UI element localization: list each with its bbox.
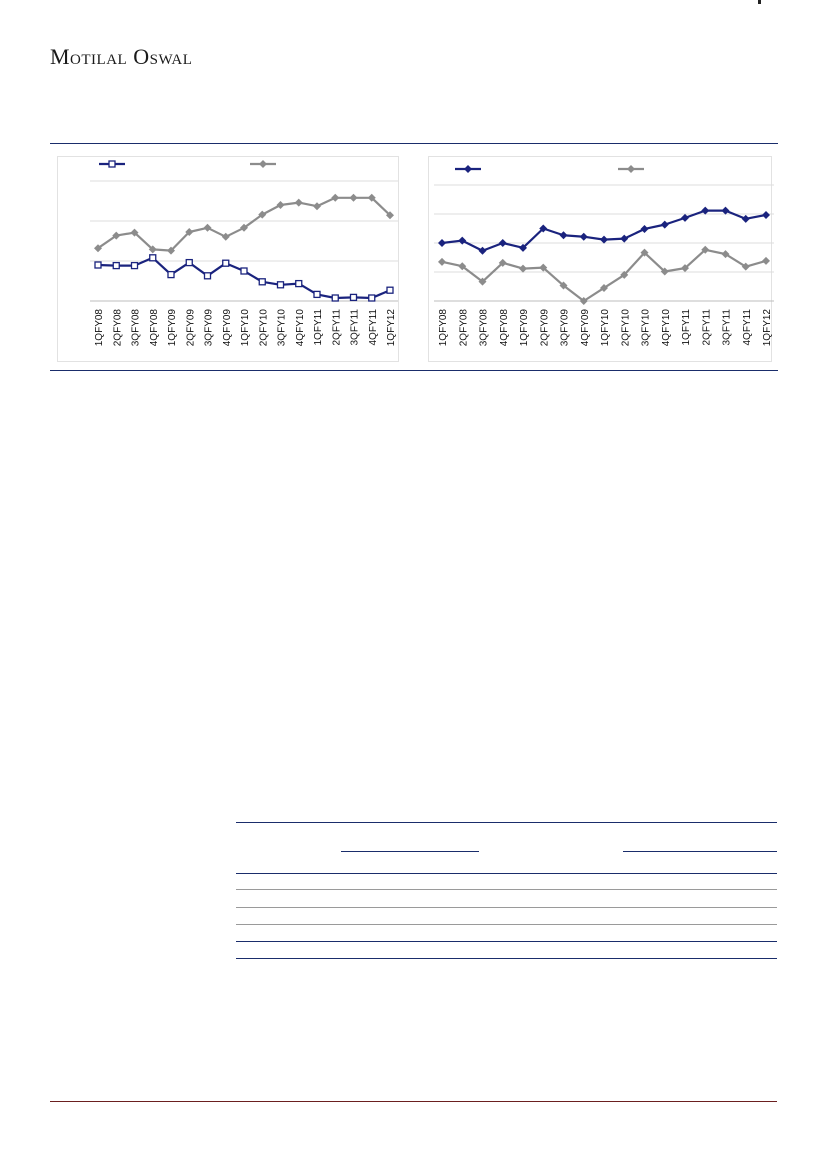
x-tick-label: 1QFY10 [600, 309, 611, 347]
brand-logo: Motilal Oswal [50, 44, 193, 69]
x-tick-label: 2QFY11 [701, 309, 713, 346]
x-tick-label: 4QFY10 [660, 309, 672, 347]
x-tick-label: 2QFY09 [185, 309, 197, 347]
x-tick-label: 3QFY09 [559, 309, 571, 347]
legend-marker-2 [259, 160, 267, 168]
x-tick-label: 3QFY11 [721, 309, 733, 346]
series-1-point-10 [259, 279, 265, 285]
series-1-point-11 [278, 282, 284, 288]
x-tick-label: 4QFY08 [148, 309, 160, 347]
x-tick-label: 4QFY09 [579, 309, 591, 347]
x-tick-label: 1QFY09 [519, 309, 530, 347]
legend-marker-1 [109, 161, 115, 167]
series-1-point-17 [762, 211, 770, 219]
legend-marker-1 [464, 165, 472, 173]
table-header-rule [236, 873, 777, 874]
x-tick-label: 2QFY08 [112, 309, 124, 347]
series-1-point-4 [499, 239, 507, 247]
table-group-rule-left [341, 851, 479, 852]
series-1-point-16 [369, 295, 375, 301]
x-tick-label: 3QFY08 [478, 309, 490, 347]
series-1-point-12 [296, 281, 302, 287]
x-tick-label: 4QFY10 [294, 309, 306, 347]
x-tick-label: 1QFY08 [94, 309, 105, 347]
table-row-rule [236, 889, 777, 890]
series-2-line [442, 250, 766, 301]
x-tick-label: 1QFY12 [386, 309, 397, 347]
chart-right [429, 157, 771, 361]
series-2-point-8 [222, 233, 230, 241]
x-tick-label: 1QFY09 [167, 309, 178, 347]
table-row-rule [236, 941, 777, 942]
series-1-point-15 [351, 294, 357, 300]
series-1-point-12 [661, 221, 669, 229]
table-row-rule [236, 924, 777, 925]
page-marker [758, 0, 761, 4]
series-1-line [442, 211, 766, 251]
x-tick-label: 2QFY11 [331, 309, 343, 346]
series-1-point-13 [314, 291, 320, 297]
series-2-point-14 [331, 194, 339, 202]
series-1-point-14 [701, 207, 709, 215]
series-1-point-6 [186, 260, 192, 266]
x-tick-label: 1QFY12 [762, 309, 773, 347]
series-1-point-11 [641, 225, 649, 233]
series-2-point-15 [350, 194, 358, 202]
series-2-point-17 [762, 257, 770, 265]
series-1-point-10 [620, 235, 628, 243]
x-tick-label: 1QFY08 [438, 309, 449, 347]
series-1-point-9 [241, 268, 247, 274]
x-tick-label: 2QFY10 [620, 309, 632, 347]
chart-left [58, 157, 398, 361]
series-2-point-1 [438, 258, 446, 266]
series-1-point-7 [205, 273, 211, 279]
series-1-point-4 [150, 255, 156, 261]
series-2-point-11 [277, 201, 285, 209]
x-tick-label: 1QFY11 [681, 309, 692, 346]
series-2-point-7 [204, 224, 212, 232]
series-1-point-3 [479, 247, 487, 255]
x-tick-label: 3QFY08 [130, 309, 142, 347]
series-1-point-8 [580, 233, 588, 241]
footer-rule [50, 1101, 777, 1102]
x-tick-label: 3QFY09 [203, 309, 215, 347]
series-2-point-5 [519, 265, 527, 273]
x-tick-label: 4QFY11 [741, 309, 753, 346]
series-1-point-17 [387, 287, 393, 293]
series-2-point-12 [295, 199, 303, 207]
x-tick-label: 2QFY10 [258, 309, 270, 347]
x-tick-label: 3QFY10 [276, 309, 288, 347]
x-tick-label: 2QFY09 [539, 309, 551, 347]
x-tick-label: 2QFY08 [458, 309, 470, 347]
series-1-point-1 [438, 239, 446, 247]
series-1-point-3 [132, 263, 138, 269]
chart-left-panel [57, 156, 399, 362]
series-1-line [98, 258, 390, 298]
x-tick-label: 1QFY11 [313, 309, 324, 346]
series-1-point-8 [223, 260, 229, 266]
table-bottom-rule [236, 958, 777, 959]
x-tick-label: 4QFY11 [367, 309, 379, 346]
table-row-rule [236, 907, 777, 908]
table-top-rule [236, 822, 777, 823]
x-tick-label: 1QFY10 [240, 309, 251, 347]
series-1-point-7 [560, 231, 568, 239]
x-tick-label: 3QFY11 [349, 309, 361, 346]
series-2-point-13 [313, 202, 321, 210]
series-1-point-14 [332, 295, 338, 301]
series-1-point-16 [742, 215, 750, 223]
series-1-point-1 [95, 262, 101, 268]
series-1-point-2 [113, 263, 119, 269]
x-tick-label: 4QFY08 [498, 309, 510, 347]
x-tick-label: 3QFY10 [640, 309, 652, 347]
table-group-rule-right [623, 851, 777, 852]
series-1-point-9 [600, 236, 608, 244]
legend-marker-2 [627, 165, 635, 173]
series-1-point-5 [168, 272, 174, 278]
x-tick-label: 4QFY09 [221, 309, 233, 347]
series-1-point-13 [681, 214, 689, 222]
chart-right-panel [428, 156, 772, 362]
series-1-point-15 [722, 207, 730, 215]
